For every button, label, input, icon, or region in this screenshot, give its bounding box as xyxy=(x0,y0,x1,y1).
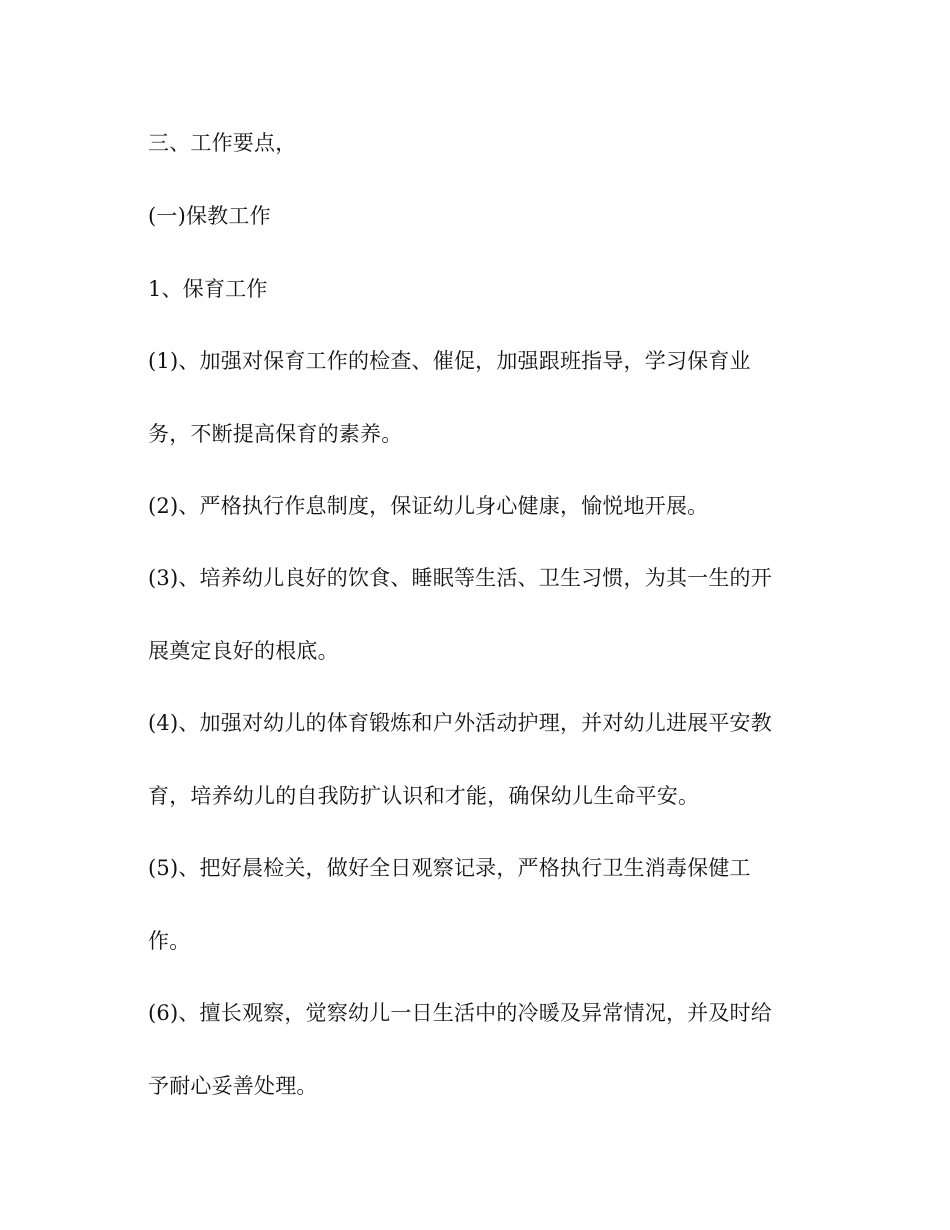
paragraph-line: (6)、擅长观察，觉察幼儿一日生活中的冷暖及异常情况，并及时给 xyxy=(148,1001,772,1025)
item-heading: 1、保育工作 xyxy=(148,277,268,301)
paragraph-line: (3)、培养幼儿良好的饮食、睡眠等生活、卫生习惯，为其一生的开 xyxy=(148,566,772,590)
paragraph-line: 作。 xyxy=(148,929,191,953)
paragraph-line: 展奠定良好的根底。 xyxy=(148,639,339,663)
paragraph-line: 育，培养幼儿的自我防扩认识和才能，确保幼儿生命平安。 xyxy=(148,784,700,808)
section-heading: 三、工作要点， xyxy=(148,131,297,155)
paragraph-line: 予耐心妥善处理。 xyxy=(148,1074,318,1098)
paragraph-line: (5)、把好晨检关，做好全日观察记录，严格执行卫生消毒保健工 xyxy=(148,856,751,880)
paragraph-line: (4)、加强对幼儿的体育锻炼和户外活动护理，并对幼儿进展平安教 xyxy=(148,711,772,735)
paragraph-line: (2)、严格执行作息制度，保证幼儿身心健康，愉悦地开展。 xyxy=(148,494,709,518)
paragraph-line: 务，不断提高保育的素养。 xyxy=(148,422,403,446)
paragraph-line: (1)、加强对保育工作的检查、催促，加强跟班指导，学习保育业 xyxy=(148,349,751,373)
subsection-heading: (一)保教工作 xyxy=(148,204,271,228)
